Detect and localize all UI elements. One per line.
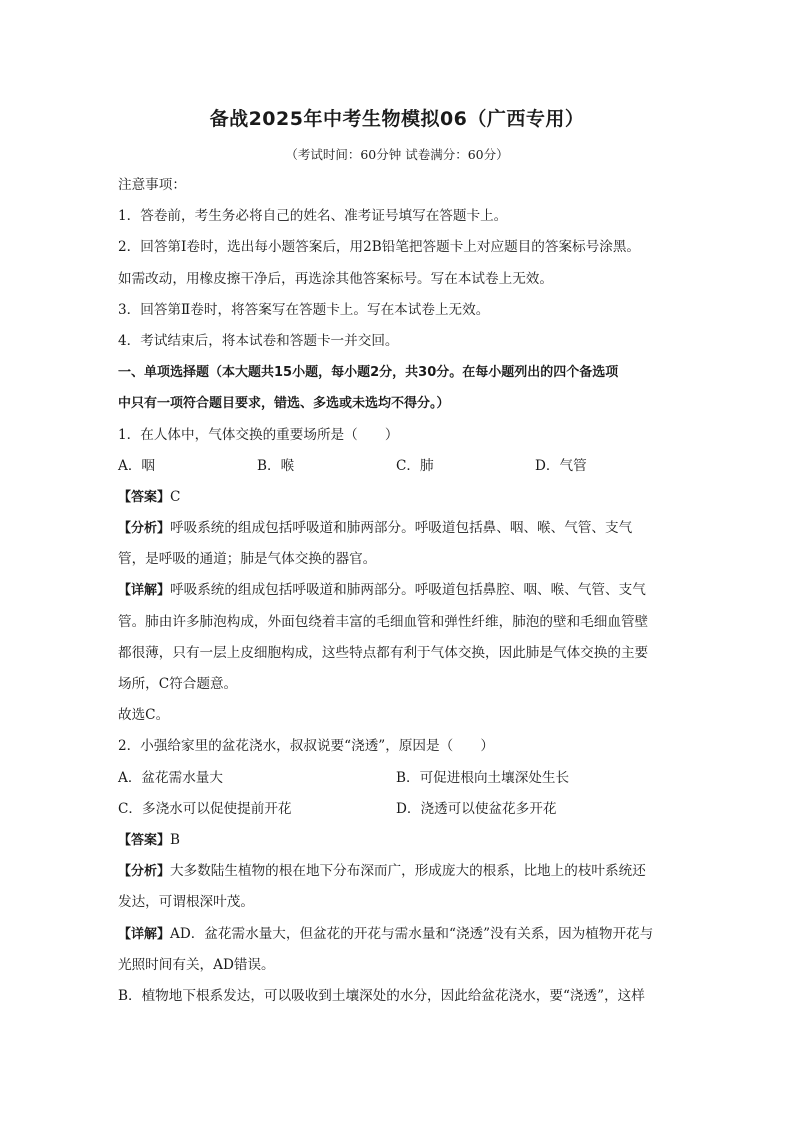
detail-line: B．植物地下根系发达，可以吸收到土壤深处的水分，因此给盆花浇水，要“浇透”，这样 xyxy=(118,987,645,1004)
detail-tag: 【详解】 xyxy=(118,926,171,942)
notice-item: 3．回答第Ⅱ卷时，将答案写在答题卡上。写在本试卷上无效。 xyxy=(118,301,490,318)
exam-info: （考试时间：60分钟 试卷满分：60分） xyxy=(285,147,509,162)
notice-item: 1．答卷前，考生务必将自己的姓名、准考证号填写在答题卡上。 xyxy=(118,208,508,225)
detail-line xyxy=(118,575,678,606)
detail-line xyxy=(118,919,678,950)
answer-value: B xyxy=(170,831,181,848)
document-body xyxy=(118,170,678,1012)
analysis-tag: 【分析】 xyxy=(118,864,171,880)
analysis-line: 管，是呼吸的通道；肺是气体交换的器官。 xyxy=(118,551,377,568)
notice-item: 2．回答第Ⅰ卷时，选出每小题答案后，用2B铅笔把答题卡上对应题目的答案标号涂黑。 xyxy=(118,239,641,256)
answer-tag: 【答案】 xyxy=(118,832,171,848)
option-d: D．浇透可以使盆花多开花 xyxy=(396,800,557,817)
analysis-line: 发达，可谓根深叶茂。 xyxy=(118,894,254,911)
question-options xyxy=(118,451,678,482)
option-d: D．气管 xyxy=(535,457,587,474)
question-stem: 2．小强给家里的盆花浇水，叔叔说要“浇透”，原因是（ ） xyxy=(118,738,494,755)
conclusion-line: 故选C。 xyxy=(118,707,170,724)
page-title: 备战2025年中考生物模拟06（广西专用） xyxy=(209,108,585,130)
question-options xyxy=(118,794,678,825)
detail-line: 都很薄，只有一层上皮细胞构成，这些特点都有利于气体交换，因此肺是气体交换的主要 xyxy=(118,644,649,661)
option-c: C．肺 xyxy=(396,457,434,474)
section-heading xyxy=(118,357,678,388)
question-stem: 1．在人体中，气体交换的重要场所是（ ） xyxy=(118,426,399,443)
analysis-line xyxy=(118,513,678,544)
detail-line: 光照时间有关，AD错误。 xyxy=(118,956,275,973)
question-options xyxy=(118,763,678,794)
section-desc-cont: 中只有一项符合题目要求，错选、多选或未选均不得分。） xyxy=(118,396,450,412)
detail-line: 场所，C符合题意。 xyxy=(118,676,238,692)
option-b: B．可促进根向土壤深处生长 xyxy=(396,769,570,786)
detail-text: AD．盆花需水量大，但盆花的开花与需水量和“浇透”没有关系，因为植物开花与 xyxy=(170,925,654,942)
detail-tag: 【详解】 xyxy=(118,583,171,599)
option-a: A．盆花需水量大 xyxy=(118,769,223,786)
notice-item: 如需改动，用橡皮擦干净后，再选涂其他答案标号。写在本试卷上无效。 xyxy=(118,270,553,287)
analysis-text: 大多数陆生植物的根在地下分布深而广，形成庞大的根系，比地上的枝叶系统还 xyxy=(170,863,646,880)
option-c: C．多浇水可以促使提前开花 xyxy=(118,800,292,817)
notice-heading: 注意事项： xyxy=(118,177,186,193)
section-label: 一、单项选择题 xyxy=(118,365,210,381)
notice-item: 4．考试结束后，将本试卷和答题卡一并交回。 xyxy=(118,332,399,349)
option-a: A．咽 xyxy=(118,457,156,474)
detail-text: 呼吸系统的组成包括呼吸道和肺两部分。呼吸道包括鼻腔、咽、喉、气管、支气 xyxy=(170,582,646,599)
detail-line: 管。肺由许多肺泡构成，外面包绕着丰富的毛细血管和弹性纤维，肺泡的壁和毛细血管壁 xyxy=(118,613,649,630)
answer-tag: 【答案】 xyxy=(118,489,171,505)
option-b: B．喉 xyxy=(257,457,295,474)
answer-line xyxy=(118,482,678,513)
analysis-tag: 【分析】 xyxy=(118,521,171,537)
answer-line xyxy=(118,825,678,856)
answer-value: C xyxy=(170,488,181,505)
analysis-line xyxy=(118,856,678,887)
analysis-text: 呼吸系统的组成包括呼吸道和肺两部分。呼吸道包括鼻、咽、喉、气管、支气 xyxy=(170,520,633,537)
section-desc: （本大题共15小题，每小题2分，共30分。在每小题列出的四个备选项 xyxy=(209,365,619,381)
